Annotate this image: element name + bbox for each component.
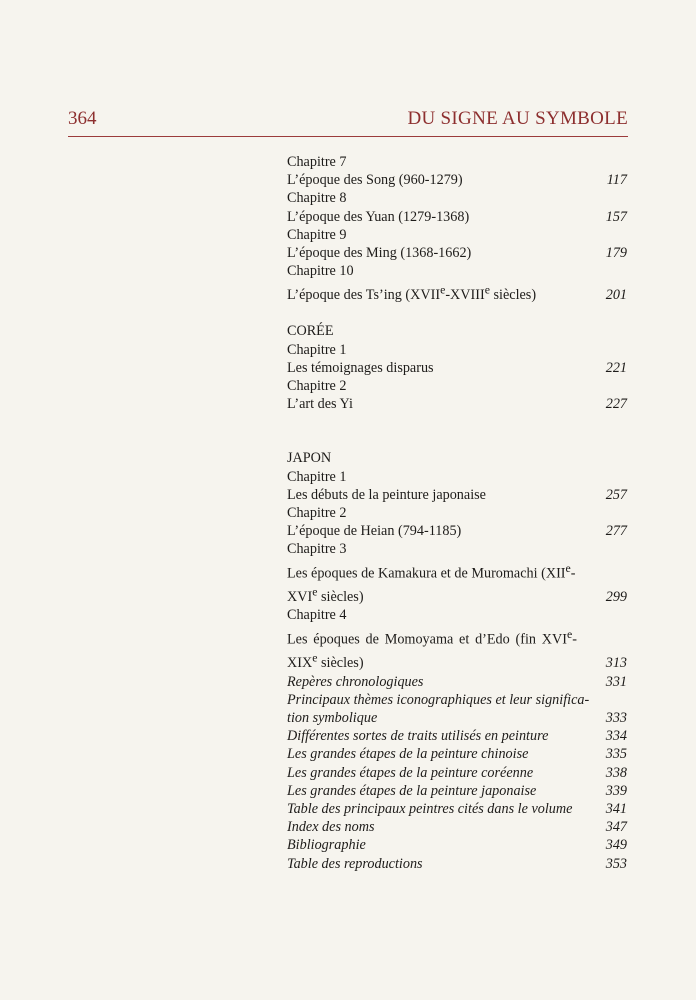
chapter-title: L’art des Yi <box>287 396 353 413</box>
page-ref: 277 <box>605 523 627 540</box>
toc-entry <box>287 153 627 189</box>
toc-row <box>287 208 627 226</box>
appendix-title: Les grandes étapes de la peinture japonaise <box>287 782 537 799</box>
chapter-label: Chapitre 1 <box>287 468 347 485</box>
appendix-title: Table des reproductions <box>287 855 423 872</box>
toc-entry <box>287 341 627 377</box>
appendix-row <box>287 764 627 782</box>
page-ref: 347 <box>605 819 627 836</box>
appendix-row <box>287 782 627 800</box>
appendix-title: Les grandes étapes de la peinture chinoise <box>287 746 529 763</box>
toc-row <box>287 486 627 504</box>
toc-row <box>287 171 627 189</box>
toc-row <box>287 649 627 673</box>
toc-row <box>287 583 627 607</box>
page-ref: 179 <box>605 245 627 262</box>
chapter-title-line: Les époques de Kamakura et de Muromachi (XIIe- <box>287 560 576 582</box>
toc-row <box>287 359 627 377</box>
chapter-label: Chapitre 8 <box>287 190 347 207</box>
chapter-label: Chapitre 7 <box>287 154 347 170</box>
page-ref: 227 <box>605 396 627 413</box>
chapter-title: L’époque des Ming (1368-1662) <box>287 245 472 262</box>
toc-row <box>287 280 627 304</box>
appendix-row <box>287 818 627 836</box>
chapter-title: L’époque des Yuan (1279-1368) <box>287 208 470 225</box>
toc-entry <box>287 189 627 225</box>
toc-entry <box>287 377 627 413</box>
page-ref: 313 <box>605 655 627 672</box>
appendix-title: Bibliographie <box>287 837 366 854</box>
page-ref: 353 <box>605 855 627 872</box>
appendix-row <box>287 727 627 745</box>
page-ref: 334 <box>605 728 627 745</box>
appendix-row <box>287 709 627 727</box>
chapter-title: L’époque des Ts’ing (XVIIe-XVIIIe siècles) <box>287 282 537 304</box>
toc-entry <box>287 606 627 672</box>
appendix-row <box>287 745 627 763</box>
chapter-title-line: Les époques de Momoyama et d’Edo (fin XVIe- <box>287 626 577 648</box>
section-heading: CORÉE <box>287 323 334 340</box>
chapter-label: Chapitre 4 <box>287 607 347 624</box>
toc-entry <box>287 226 627 262</box>
page-ref: 331 <box>605 673 627 690</box>
chapter-title: L’époque des Song (960-1279) <box>287 172 463 189</box>
appendix-title: Table des principaux peintres cités dans le volume <box>287 800 573 817</box>
appendix-title-line: Principaux thèmes iconographiques et leur significa- <box>287 691 590 708</box>
page-ref: 338 <box>605 764 627 781</box>
chapter-label: Chapitre 2 <box>287 377 347 394</box>
toc-entry <box>287 504 627 540</box>
page-ref: 157 <box>605 208 627 225</box>
section-heading: JAPON <box>287 450 332 467</box>
book-title: DU SIGNE AU SYMBOLE <box>407 108 628 129</box>
toc-row <box>287 395 627 413</box>
chapter-label: Chapitre 9 <box>287 226 347 243</box>
appendix-row <box>287 836 627 854</box>
page-number: 364 <box>68 108 97 129</box>
page-ref: 335 <box>605 746 627 763</box>
chapter-title: XIXe siècles) <box>287 650 364 672</box>
chapter-label: Chapitre 2 <box>287 504 347 521</box>
chapter-label: Chapitre 3 <box>287 541 347 558</box>
appendix-title: tion symbolique <box>287 709 378 726</box>
chapter-title: L’époque de Heian (794-1185) <box>287 523 462 540</box>
toc-entry <box>287 262 627 304</box>
chapter-title: XVIe siècles) <box>287 584 364 606</box>
toc-row <box>287 244 627 262</box>
appendix-row <box>287 855 627 873</box>
page-ref: 349 <box>605 837 627 854</box>
appendix-row <box>287 673 627 691</box>
toc-entry <box>287 468 627 504</box>
toc-row <box>287 522 627 540</box>
page-ref: 257 <box>605 486 627 503</box>
chapter-title: Les débuts de la peinture japonaise <box>287 486 486 503</box>
chapter-label: Chapitre 1 <box>287 341 347 358</box>
page-ref: 117 <box>606 172 627 189</box>
page-ref: 339 <box>605 782 627 799</box>
page-ref: 299 <box>605 589 627 606</box>
appendix-title: Les grandes étapes de la peinture coréenne <box>287 764 534 781</box>
chapter-label: Chapitre 10 <box>287 263 354 280</box>
page-ref: 333 <box>605 709 627 726</box>
chapter-title: Les témoignages disparus <box>287 359 434 376</box>
running-header <box>68 106 628 137</box>
toc-entry <box>287 540 627 606</box>
appendix-row <box>287 800 627 818</box>
page-ref: 221 <box>605 359 627 376</box>
appendix-title: Index des noms <box>287 819 375 836</box>
page-ref: 341 <box>605 800 627 817</box>
appendix-title: Repères chronologiques <box>287 673 424 690</box>
table-of-contents <box>287 153 627 873</box>
appendix-title: Différentes sortes de traits utilisés en peinture <box>287 728 549 745</box>
page-ref: 201 <box>605 287 627 304</box>
